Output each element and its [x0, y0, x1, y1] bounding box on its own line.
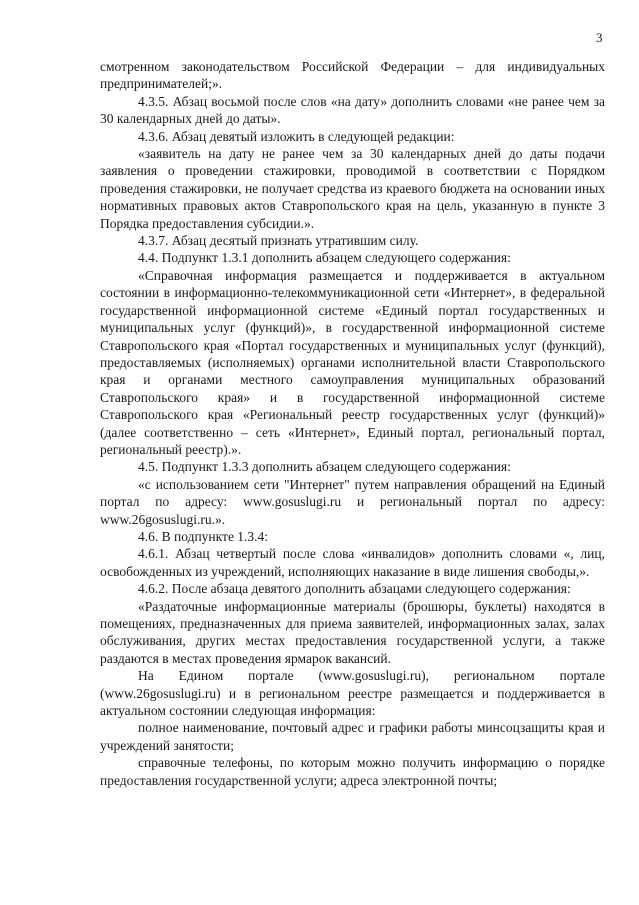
- document-body: [100, 58, 605, 789]
- paragraph: «Справочная информация размещается и поддерживается в актуальном состоянии в информационно-телекоммуникационной сети «Интернет», в федеральной государственной информационной системе «Единый портал государственных и муниципальных услуг (функций)», в государственной информационной системе Ставропольского края «Портал государственных и муниципальных услуг (функций), предоставляемых (исполняемых) органами исполнительной власти Ставропольского края и органами местного самоуправления муниципальных образований Ставропольского края» и в государственной информационной системе Ставропольского края «Региональный реестр государственных услуг (функций)» (далее соответственно – сеть «Интернет», Единый портал, региональный портал, региональный реестр).».: [100, 267, 605, 457]
- paragraph: 4.5. Подпункт 1.3.3 дополнить абзацем следующего содержания:: [138, 459, 511, 475]
- paragraph: «Раздаточные информационные материалы (брошюры, буклеты) находятся в помещениях, предназначенных для приема заявителей, информационных залах, залах обслуживания, других местах предоставления государственной услуги, а также раздаются в местах проведения ярмарок вакансий.: [100, 598, 605, 666]
- page-number: 3: [596, 30, 603, 45]
- paragraph: На Едином портале (www.gosuslugi.ru), региональном портале (www.26gosuslugi.ru) и в региональном реестре размещается и поддерживается в актуальном состоянии следующая информация:: [100, 668, 605, 719]
- paragraph: 4.6. В подпункте 1.3.4:: [138, 528, 269, 544]
- paragraph: 4.6.1. Абзац четвертый после слова «инвалидов» дополнить словами «, лиц, освобожденных из учреждений, исполняющих наказание в виде лишения свободы,».: [100, 546, 605, 579]
- paragraph: 4.3.6. Абзац девятый изложить в следующей редакции:: [138, 128, 455, 144]
- paragraph: справочные телефоны, по которым можно получить информацию о порядке предоставления государственной услуги; адреса электронной почты;: [100, 755, 605, 788]
- paragraph: 4.3.7. Абзац десятый признать утратившим силу.: [138, 233, 419, 249]
- paragraph: смотренном законодательством Российской Федерации – для индивидуальных предпринимателей;».: [100, 59, 605, 92]
- paragraph: полное наименование, почтовый адрес и графики работы минсоцзащиты края и учреждений занятости;: [100, 720, 605, 753]
- paragraph: «заявитель на дату не ранее чем за 30 календарных дней до даты подачи заявления о проведении стажировки, проводимой в соответствии с Порядком проведения стажировки, не получает средства из краевого бюджета на основании иных нормативных правовых актов Ставропольского края на цель, указанную в пункте 3 Порядка предоставления субсидии.».: [100, 146, 605, 231]
- paragraph: 4.4. Подпункт 1.3.1 дополнить абзацем следующего содержания:: [138, 250, 511, 266]
- paragraph: 4.6.2. После абзаца девятого дополнить абзацами следующего содержания:: [138, 581, 571, 597]
- paragraph: «с использованием сети "Интернет" путем направления обращений на Единый портал по адресу: www.gosuslugi.ru и региональный портал по адресу: www.26gosuslugi.ru.».: [100, 476, 605, 527]
- paragraph: 4.3.5. Абзац восьмой после слов «на дату» дополнить словами «не ранее чем за 30 календарных дней до даты».: [100, 93, 605, 127]
